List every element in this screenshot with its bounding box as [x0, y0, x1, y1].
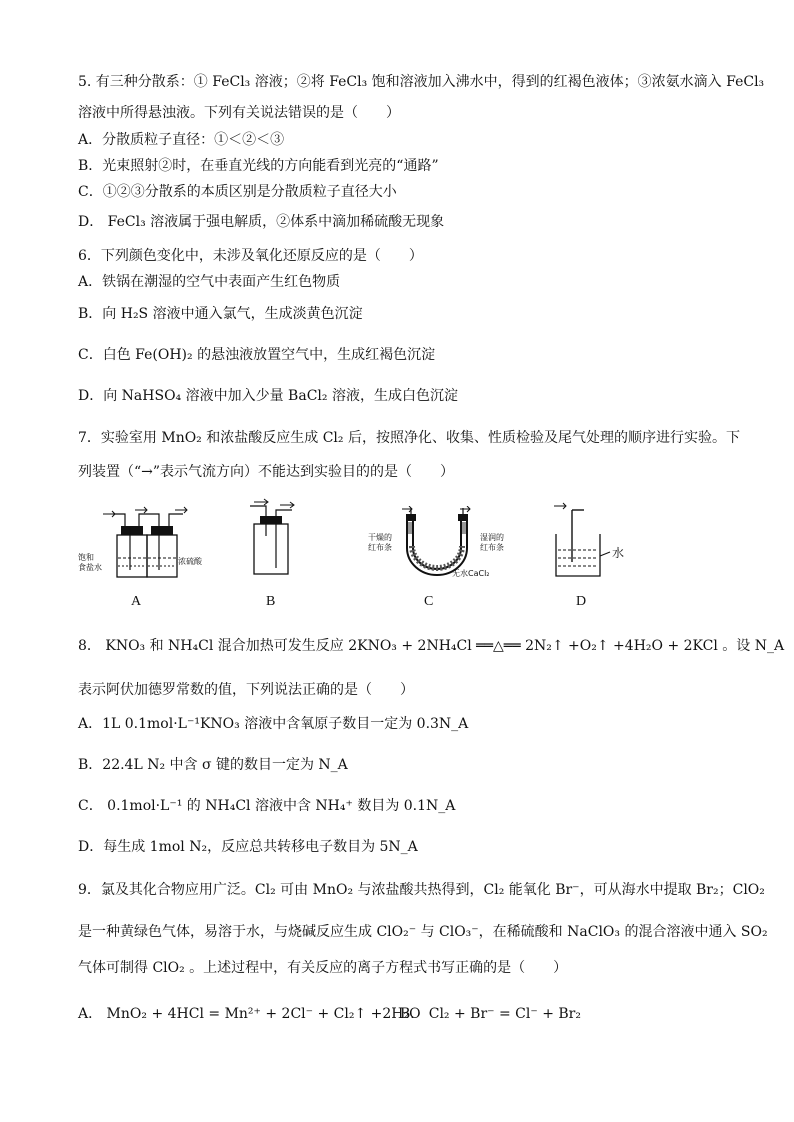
q5-option-c: C．①②③分散系的本质区别是分散质粒子直径大小	[78, 184, 397, 200]
q5-option-d: D． FeCl₃ 溶液属于强电解质，②体系中滴加稀硫酸无现象	[78, 214, 445, 230]
q5-stem-line1: 5. 有三种分散系：① FeCl₃ 溶液；②将 FeCl₃ 饱和溶液加入沸水中，得到的红褐色液体；③浓氨水滴入 FeCl₃	[78, 74, 765, 90]
q5-option-a: A．分散质粒子直径：①＜②＜③	[78, 132, 285, 148]
apparatus-c-left-label: 干燥的	[368, 533, 392, 542]
q8-option-b: B．22.4L N₂ 中含 σ 键的数目一定为 N_A	[78, 757, 348, 773]
apparatus-d-water-label: 水	[612, 546, 625, 560]
apparatus-c-left-label2: 红布条	[368, 543, 392, 552]
apparatus-b-label: B	[266, 594, 276, 609]
q6-option-d: D．向 NaHSO₄ 溶液中加入少量 BaCl₂ 溶液，生成白色沉淀	[78, 388, 458, 404]
apparatus-a-left-label2: 食盐水	[78, 563, 102, 572]
apparatus-b-figure	[240, 496, 300, 580]
q9-stem-line3: 气体可制得 ClO₂ 。上述过程中，有关反应的离子方程式书写正确的是（ ）	[78, 960, 568, 976]
apparatus-c-label: C	[424, 594, 434, 609]
apparatus-a-right-label: 浓硫酸	[178, 557, 202, 566]
q9-option-a: A． MnO₂ + 4HCl = Mn²⁺ + 2Cl⁻ + Cl₂↑ +2H₂O	[78, 1006, 421, 1022]
apparatus-d-figure	[550, 500, 620, 580]
q6-option-c: C．白色 Fe(OH)₂ 的悬浊液放置空气中，生成红褐色沉淀	[78, 347, 436, 363]
apparatus-c-figure	[402, 506, 472, 576]
apparatus-c-right-label2: 红布条	[480, 543, 504, 552]
q5-stem-line2: 溶液中所得悬浊液。下列有关说法错误的是（ ）	[78, 105, 400, 121]
q8-stem-line1: 8． KNO₃ 和 NH₄Cl 混合加热可发生反应 2KNO₃ + 2NH₄Cl ══△══ 2N₂↑ +O₂↑ +4H₂O + 2KCl 。设 N_A	[78, 638, 785, 654]
q6-option-a: A．铁锅在潮湿的空气中表面产生红色物质	[78, 274, 341, 290]
q9-option-b: B． Cl₂ + Br⁻ = Cl⁻ + Br₂	[400, 1006, 581, 1022]
q9-stem-line1: 9．氯及其化合物应用广泛。Cl₂ 可由 MnO₂ 与浓盐酸共热得到，Cl₂ 能氧化 Br⁻，可从海水中提取 Br₂；ClO₂	[78, 882, 765, 898]
apparatus-a-label: A	[131, 594, 142, 609]
q8-option-d: D．每生成 1mol N₂，反应总共转移电子数目为 5N_A	[78, 839, 418, 855]
q8-option-a: A．1L 0.1mol·L⁻¹KNO₃ 溶液中含氧原子数目一定为 0.3N_A	[78, 716, 469, 732]
q8-stem-line2: 表示阿伏加德罗常数的值，下列说法正确的是（ ）	[78, 682, 414, 698]
apparatus-d-label: D	[576, 594, 587, 609]
q7-stem-line1: 7．实验室用 MnO₂ 和浓盐酸反应生成 Cl₂ 后，按照净化、收集、性质检验及尾气处理的顺序进行实验。下	[78, 430, 740, 446]
q6-stem: 6．下列颜色变化中，未涉及氧化还原反应的是（ ）	[78, 248, 423, 264]
q9-stem-line2: 是一种黄绿色气体，易溶于水，与烧碱反应生成 ClO₂⁻ 与 ClO₃⁻，在稀硫酸和 NaClO₃ 的混合溶液中通入 SO₂	[78, 924, 768, 940]
apparatus-c-bottom-label: 无水CaCl₂	[452, 569, 490, 578]
q8-option-c: C． 0.1mol·L⁻¹ 的 NH₄Cl 溶液中含 NH₄⁺ 数目为 0.1N_A	[78, 798, 456, 814]
q6-option-b: B．向 H₂S 溶液中通入氯气，生成淡黄色沉淀	[78, 306, 363, 322]
q5-option-b: B．光束照射②时，在垂直光线的方向能看到光亮的“通路”	[78, 158, 439, 174]
q7-stem-line2: 列装置（“→”表示气流方向）不能达到实验目的的是（ ）	[78, 464, 455, 480]
apparatus-c-right-label: 湿润的	[480, 533, 504, 542]
apparatus-a-left-label: 饱和	[78, 553, 94, 562]
